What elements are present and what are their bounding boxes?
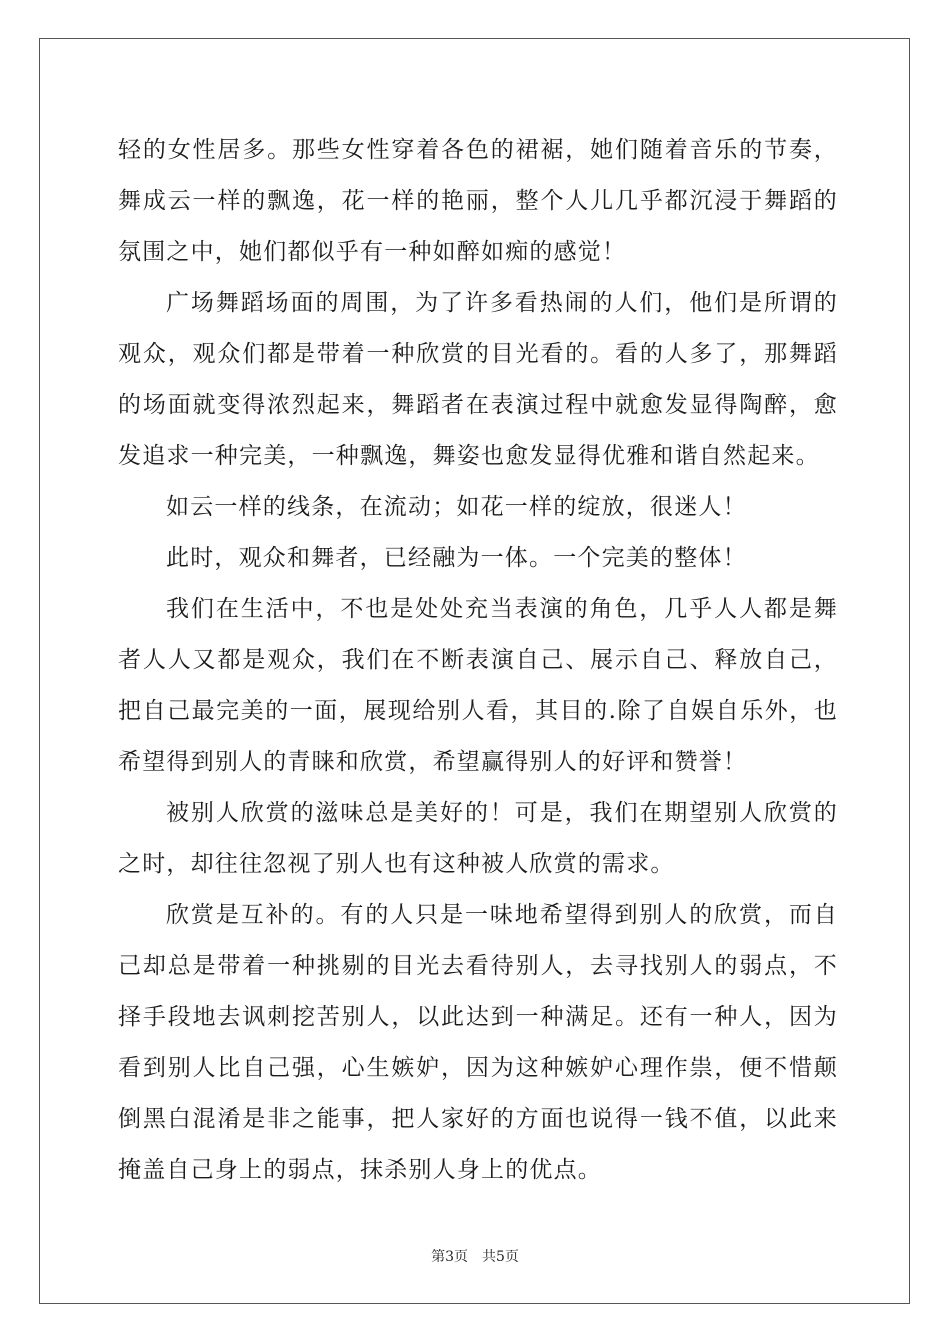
paragraph: 欣赏是互补的。有的人只是一味地希望得到别人的欣赏，而自己却总是带着一种挑剔的目光去看待别人，去寻找别人的弱点，不择手段地去讽刺挖苦别人，以此达到一种满足。还有一种人，因为看到别人比自己强，心生嫉妒，因为这种嫉妒心理作祟，便不惜颠倒黑白混淆是非之能事，把人家好的方面也说得一钱不值，以此来掩盖自己身上的弱点，抹杀别人身上的优点。 [118, 902, 838, 1183]
page-footer [0, 1248, 950, 1266]
document-body [118, 125, 838, 1196]
paragraph: 我们在生活中，不也是处处充当表演的角色，几乎人人都是舞者人人又都是观众，我们在不断表演自己、展示自己、释放自己，把自己最完美的一面，展现给别人看，其目的.除了自娱自乐外，也希望得到别人的青睐和欣赏，希望赢得别人的好评和赞誉！ [118, 596, 838, 775]
paragraph: 如云一样的线条，在流动；如花一样的绽放，很迷人！ [166, 494, 747, 520]
total-pages: 共5页 [482, 1249, 519, 1265]
paragraph: 被别人欣赏的滋味总是美好的！可是，我们在期望别人欣赏的之时，却往往忽视了别人也有这种被人欣赏的需求。 [118, 800, 838, 877]
paragraph: 此时，观众和舞者，已经融为一体。一个完美的整体！ [166, 545, 747, 571]
paragraph: 轻的女性居多。那些女性穿着各色的裙裾，她们随着音乐的节奏，舞成云一样的飘逸，花一样的艳丽，整个人儿几乎都沉浸于舞蹈的氛围之中，她们都似乎有一种如醉如痴的感觉！ [118, 137, 838, 265]
paragraph: 广场舞蹈场面的周围，为了许多看热闹的人们，他们是所谓的观众，观众们都是带着一种欣赏的目光看的。看的人多了，那舞蹈的场面就变得浓烈起来，舞蹈者在表演过程中就愈发显得陶醉，愈发追求一种完美，一种飘逸，舞姿也愈发显得优雅和谐自然起来。 [118, 290, 838, 469]
current-page-number: 第3页 [431, 1249, 468, 1265]
